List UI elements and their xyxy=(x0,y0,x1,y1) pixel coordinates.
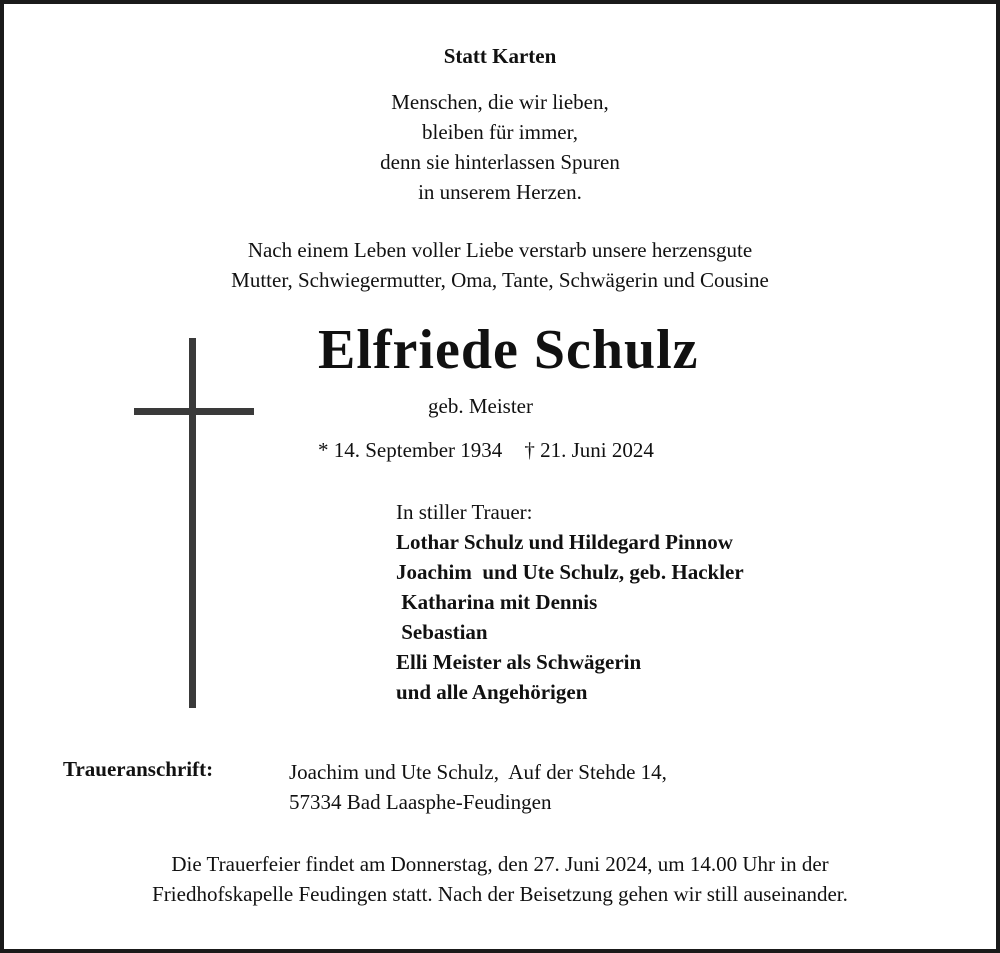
birth-date: * 14. September 1934 xyxy=(318,438,503,462)
poem-line: denn sie hinterlassen Spuren xyxy=(380,150,620,174)
funeral-line: Friedhofskapelle Feudingen statt. Nach der Beisetzung gehen wir still auseinander. xyxy=(152,882,848,906)
address-block xyxy=(289,757,667,817)
mourner-name: Elli Meister als Schwägerin xyxy=(396,650,642,674)
poem-line: bleiben für immer, xyxy=(421,120,579,144)
poem xyxy=(0,87,1000,207)
poem-line: in unserem Herzen. xyxy=(418,180,582,204)
mourner-name: Joachim und Ute Schulz, geb. Hackler xyxy=(396,560,744,584)
intro-line: Mutter, Schwiegermutter, Oma, Tante, Schwägerin und Cousine xyxy=(231,268,769,292)
cross-icon xyxy=(189,338,196,708)
intro-line: Nach einem Leben voller Liebe verstarb unsere herzensgute xyxy=(247,238,753,262)
address-line: Joachim und Ute Schulz, Auf der Stehde 14, xyxy=(289,760,667,784)
mourner-name: und alle Angehörigen xyxy=(396,680,588,704)
mourner-name: Lothar Schulz und Hildegard Pinnow xyxy=(396,530,733,554)
funeral-info xyxy=(0,849,1000,909)
deceased-name: Elfriede Schulz xyxy=(318,319,699,381)
mourners-block xyxy=(396,497,744,707)
mourner-name: Sebastian xyxy=(396,620,488,644)
mourners-label: In stiller Trauer: xyxy=(396,500,533,524)
notice-heading: Statt Karten xyxy=(443,44,557,68)
address-label: Traueranschrift: xyxy=(63,757,214,781)
death-date: † 21. Juni 2024 xyxy=(524,438,654,462)
intro-text xyxy=(0,235,1000,295)
life-dates xyxy=(318,438,654,463)
cross-icon-bar xyxy=(134,408,254,415)
poem-line: Menschen, die wir lieben, xyxy=(391,90,609,114)
funeral-line: Die Trauerfeier findet am Donnerstag, den 27. Juni 2024, um 14.00 Uhr in der xyxy=(171,852,829,876)
mourner-name: Katharina mit Dennis xyxy=(396,590,598,614)
maiden-name: geb. Meister xyxy=(428,394,533,418)
address-line: 57334 Bad Laasphe-Feudingen xyxy=(289,790,552,814)
